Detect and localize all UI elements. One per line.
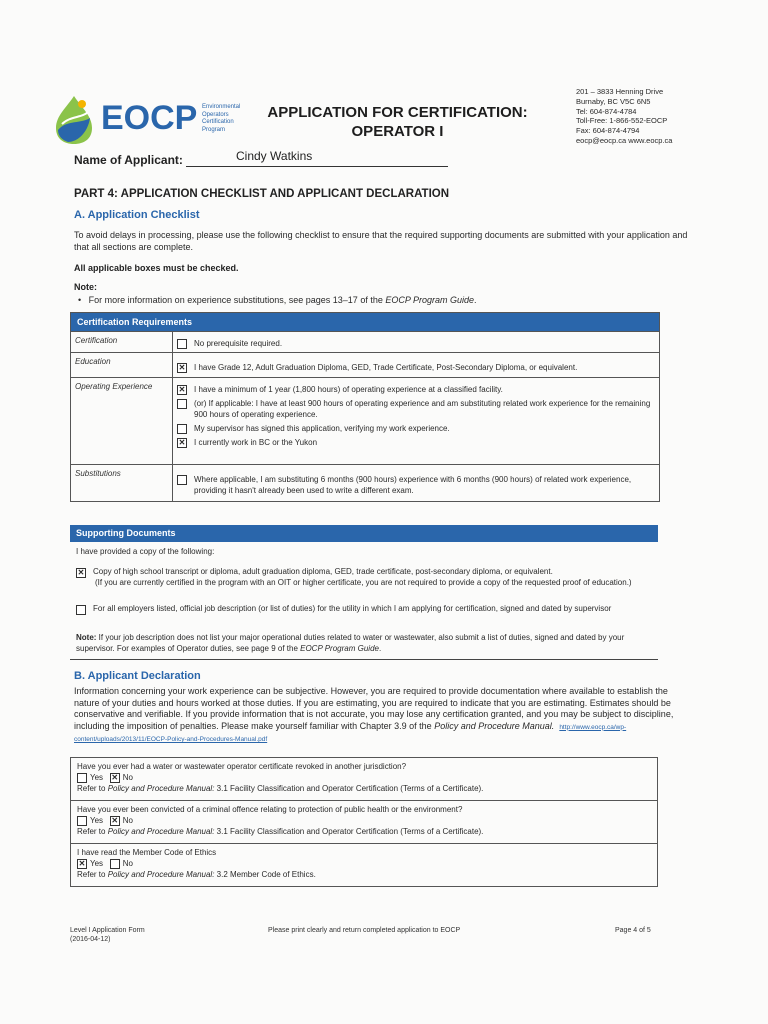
question-row: Have you ever been convicted of a criminal offence relating to protection of public health or the environment? Yes ✕ No Refer to Policy and Procedure Manual: 3.1 Facility Classification and Operator Certification (Terms of a Certificate).: [71, 800, 657, 843]
checklist-item: ✕ I currently work in BC or the Yukon: [178, 438, 318, 447]
table-row: [71, 377, 659, 464]
manual-link[interactable]: http://www.eocp.ca/wp-content/uploads/2013/11/EOCP-Policy-and-Procedures-Manual.pdf: [74, 723, 627, 744]
applicant-name-label: Name of Applicant:: [74, 153, 183, 167]
yes-checkbox-checked[interactable]: ✕: [78, 858, 86, 868]
checkbox-checked[interactable]: ✕: [178, 438, 186, 447]
checklist-item: ✕ I have Grade 12, Adult Graduation Diploma, GED, Trade Certificate, Post-Secondary Diploma, or equivalent.: [178, 363, 578, 372]
eocp-logo-icon: [52, 94, 96, 146]
supporting-item: For all employers listed, official job description (or list of duties) for the utility in which I am applying for certification, signed and dated by supervisor: [76, 604, 656, 615]
no-checkbox[interactable]: [110, 859, 120, 869]
table-row: [71, 464, 659, 501]
yes-checkbox[interactable]: [77, 773, 87, 783]
applicant-name-field[interactable]: Cindy Watkins: [236, 149, 313, 163]
checkbox[interactable]: [177, 399, 187, 409]
table-header: Certification Requirements: [71, 313, 659, 331]
question-row: I have read the Member Code of Ethics ✕ Yes No Refer to Policy and Procedure Manual: 3.2 Member Code of Ethics.: [71, 843, 657, 886]
declaration-text: Information concerning your work experience can be subjective. However, you are required to provide documentation where available to establish the nature of your duties and hours worked at those duties. If you are estimating, you are required to indicate that you are estimating. Estimates should be conservative and verifiable. If you provide information that is not accurate, you may lose any certification granted, and you may be subject to discipline, including the imposition of penalties. Please make yourself familiar with Chapter 3.9 of the Policy and Procedure Manual. http://www.eocp.ca/wp-content/uploads/2013/11/EOCP-Policy-and-Procedures-Manual.pdf: [74, 686, 674, 744]
part-title: PART 4: APPLICATION CHECKLIST AND APPLICANT DECLARATION: [74, 188, 450, 200]
table-row: [71, 352, 659, 377]
checkbox-checked[interactable]: ✕: [178, 385, 186, 394]
checklist-item: ✕ I have a minimum of 1 year (1,800 hours) of operating experience at a classified facility.: [178, 385, 503, 394]
row-label: Certification: [71, 332, 173, 352]
contact-address: 201 – 3833 Henning Drive Burnaby, BC V5C 6N5 Tel: 604-874-4784 Toll-Free: 1-866-552-EOCP Fax: 604-874-4794 eocp@eocp.ca www.eocp.ca: [576, 87, 673, 145]
row-label: Substitutions: [71, 465, 173, 501]
checkbox[interactable]: [177, 424, 187, 434]
no-checkbox-checked[interactable]: ✕: [111, 772, 119, 782]
page-title: APPLICATION FOR CERTIFICATION: OPERATOR I: [267, 104, 528, 140]
supporting-note: Note: If your job description does not list your major operational duties related to water or wastewater, also submit a list of duties, signed and dated by your supervisor. For examples of Operator duties, see page 9 of the EOCP Program Guide.: [76, 633, 625, 653]
declaration-heading: B. Applicant Declaration: [74, 670, 201, 682]
checklist-intro: To avoid delays in processing, please use the following checklist to ensure that the required supporting documents are submitted with your application and that all sections are complete.: [74, 230, 688, 252]
applicant-name-underline: [186, 166, 448, 167]
checklist-item: (or) If applicable: I have at least 900 hours of operating experience and am substituting related work experience for the remaining 900 hours of operating experience.: [177, 398, 653, 420]
divider: [70, 659, 658, 660]
checkbox[interactable]: [177, 475, 187, 485]
logo-subtitle: Environmental Operators Certification Program: [202, 104, 241, 133]
checklist-item: No prerequisite required.: [177, 338, 653, 349]
table-row: [71, 331, 659, 352]
checkbox-checked[interactable]: ✕: [178, 363, 186, 372]
supporting-item: ✕ Copy of high school transcript or diploma, adult graduation diploma, GED, trade certificate, post-secondary diploma, or equivalent. (If you are currently certified in the program with an OIT or higher certificate, you are not required to provide a copy of the requested proof of education.): [77, 567, 632, 587]
row-label: Education: [71, 353, 173, 377]
checklist-item: Where applicable, I am substituting 6 months (900 hours) experience with 6 months (900 hours) of related work experience, providing it hasn't already been used to write a different exam.: [177, 474, 653, 496]
note-text: • For more information on experience substitutions, see pages 13–17 of the EOCP Program Guide.: [78, 295, 477, 305]
checklist-heading: A. Application Checklist: [74, 209, 200, 221]
row-label: Operating Experience: [71, 378, 173, 464]
footer-instructions: Please print clearly and return completed application to EOCP: [268, 927, 461, 934]
supporting-intro: I have provided a copy of the following:: [76, 547, 215, 556]
no-checkbox-checked[interactable]: ✕: [111, 815, 119, 825]
question-row: Have you ever had a water or wastewater operator certificate revoked in another jurisdiction? Yes ✕ No Refer to Policy and Procedure Manual: 3.1 Facility Classification and Operator Certification (Terms of a Certificate).: [77, 762, 484, 793]
page-number: Page 4 of 5: [615, 927, 651, 934]
checkbox[interactable]: [177, 339, 187, 349]
checkbox[interactable]: [76, 605, 86, 615]
yes-checkbox[interactable]: [77, 816, 87, 826]
declaration-questions: [70, 757, 658, 887]
certification-requirements-table: [70, 312, 660, 502]
footer-form-id: Level I Application Form (2016-04-12): [70, 927, 145, 943]
supporting-documents-header: Supporting Documents: [70, 525, 658, 542]
checkbox-checked[interactable]: ✕: [77, 568, 85, 577]
logo-text: EOCP: [101, 99, 198, 137]
checklist-item: My supervisor has signed this application, verifying my work experience.: [177, 423, 653, 434]
note-label: Note:: [74, 282, 97, 292]
must-check-note: All applicable boxes must be checked.: [74, 263, 239, 273]
